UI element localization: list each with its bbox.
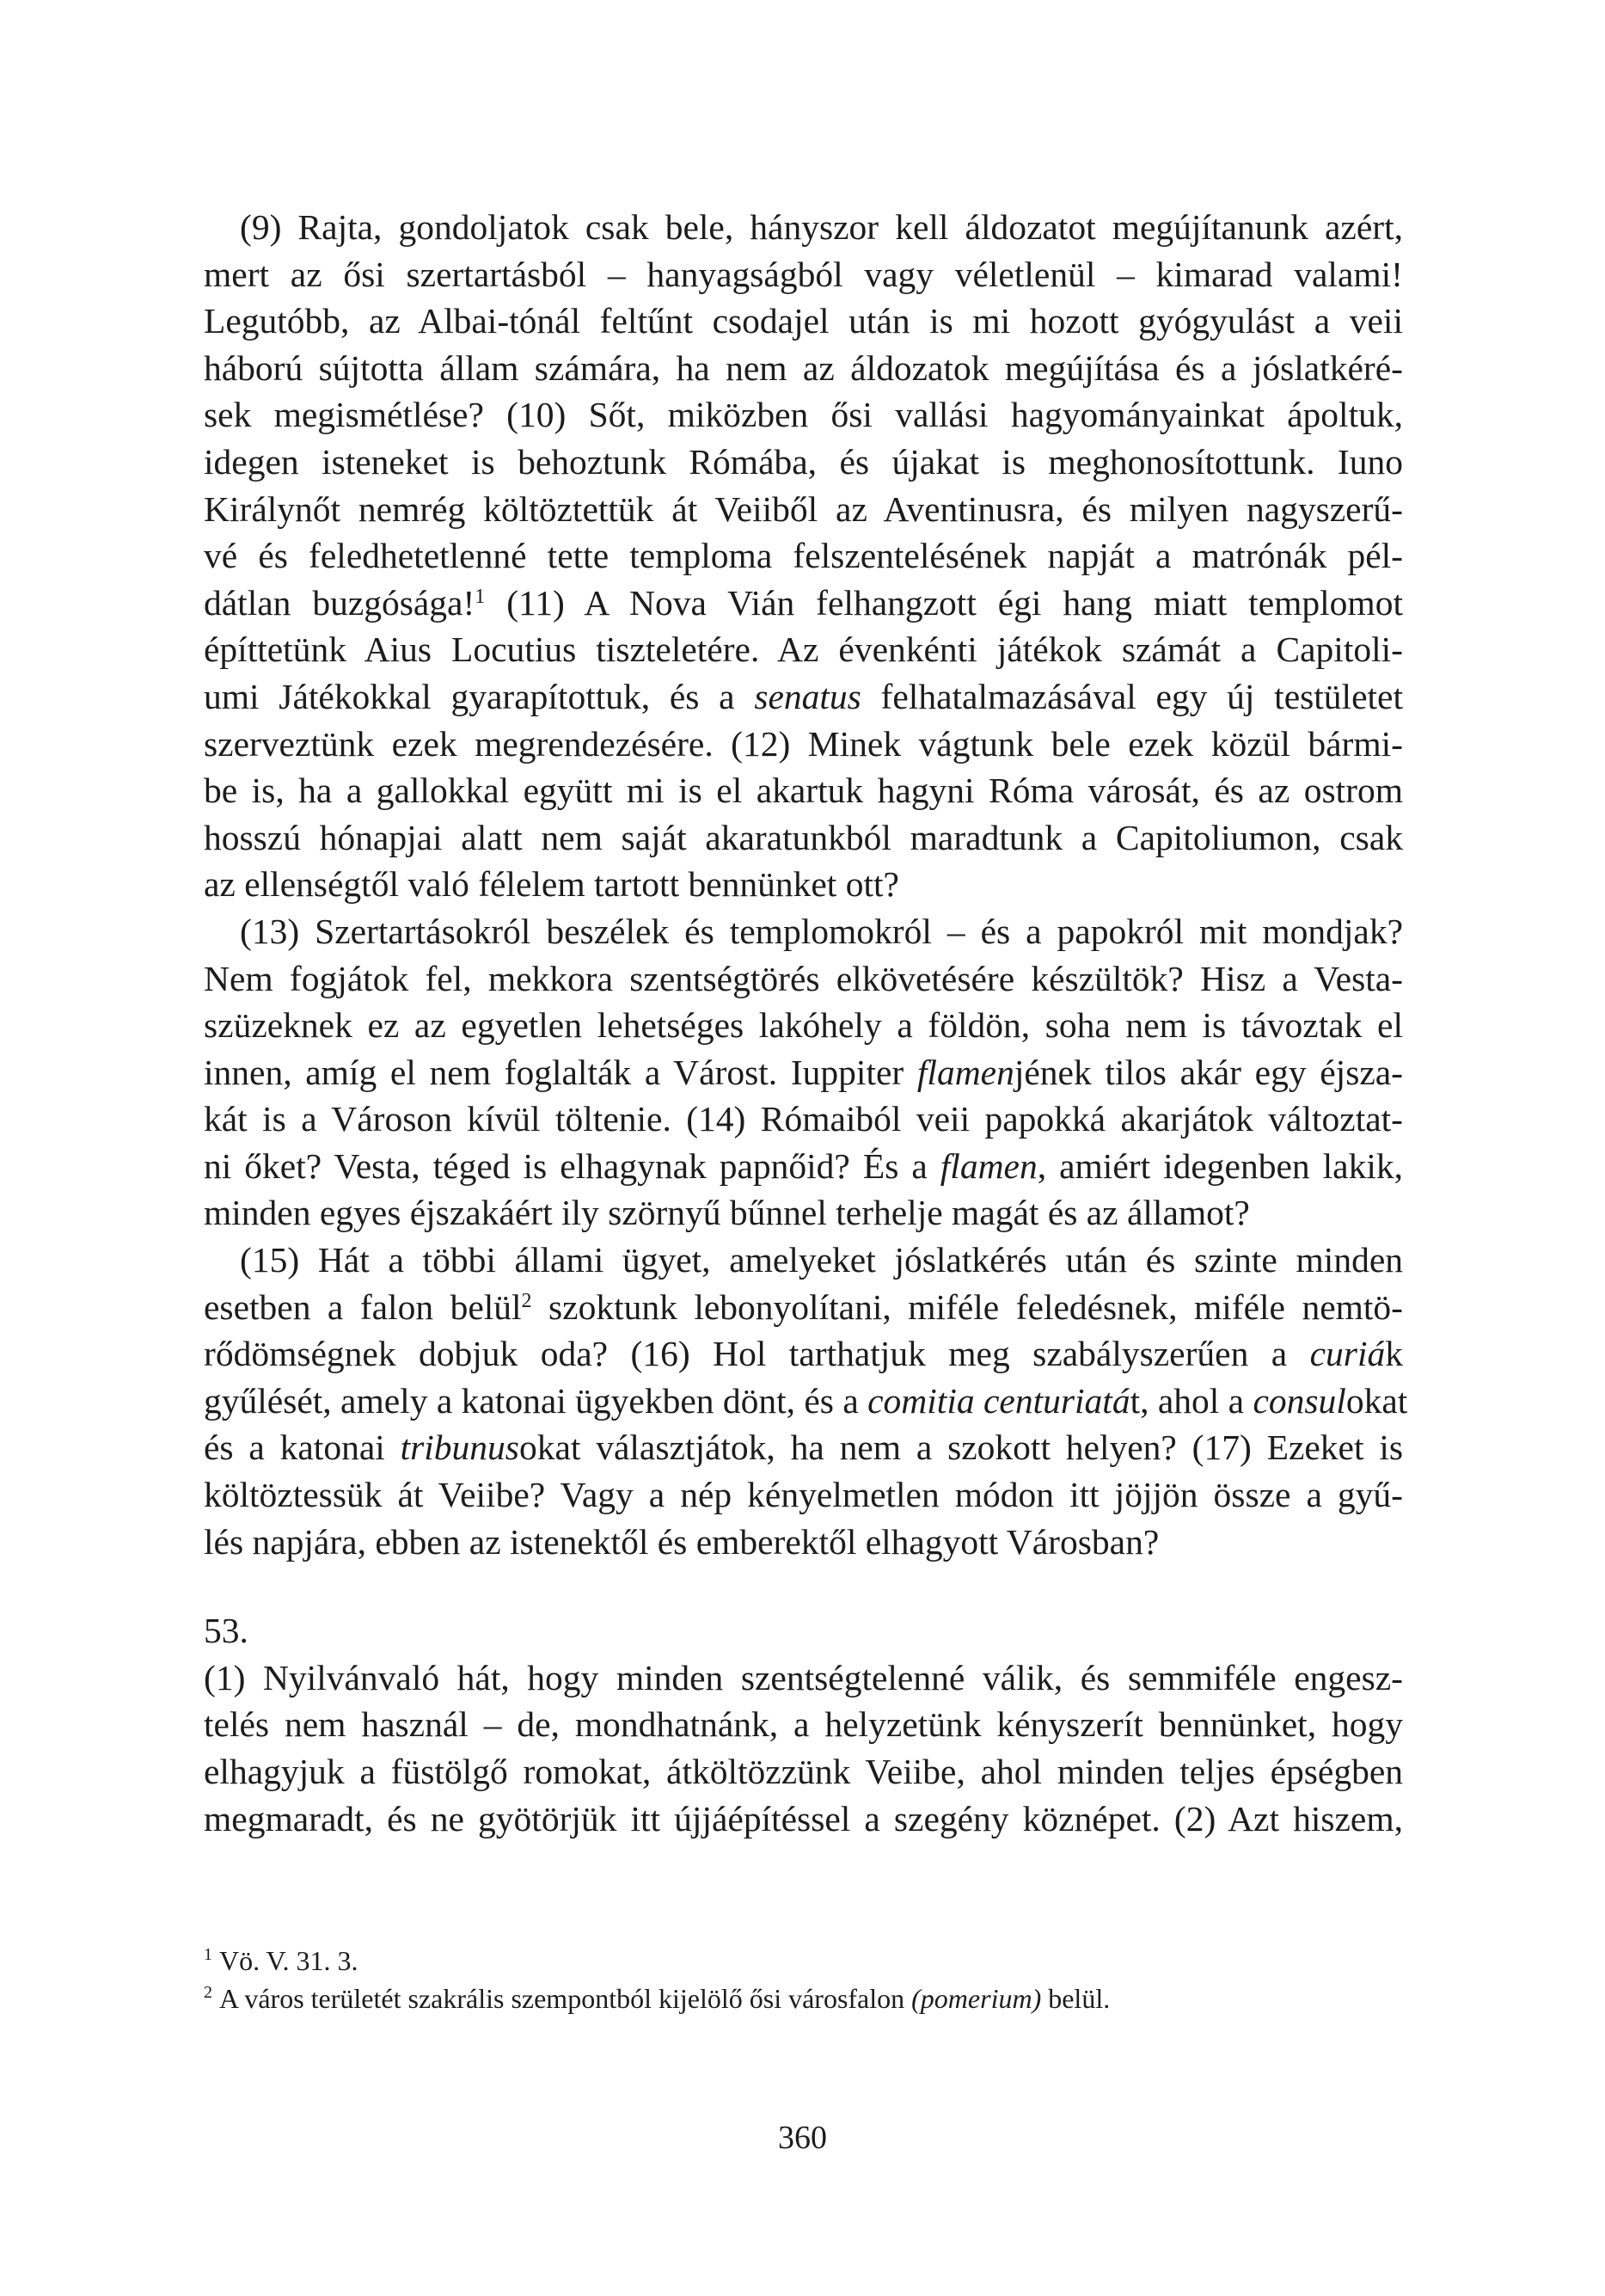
text-line: az ellenségtől való félelem tartott bennünket ott? bbox=[204, 864, 899, 905]
main-text bbox=[204, 204, 1408, 1842]
italic-term: flamen bbox=[916, 1052, 1014, 1092]
text-line: umi Játékokkal gyarapítottuk, és a senatus felhatalmazásával egy új testületet bbox=[204, 676, 1403, 716]
italic-term: flamen bbox=[940, 1145, 1038, 1186]
text-line: költöztessük át Veiibe? Vagy a nép kényelmetlen módon itt jöjjön össze a gyű- bbox=[204, 1475, 1403, 1515]
text-line: be is, ha a gallokkal együtt mi is el akartuk hagyni Róma városát, és az ostrom bbox=[204, 770, 1403, 811]
text-line: Királynőt nemrég költöztettük át Veiiből az Aventinusra, és milyen nagyszerű- bbox=[204, 488, 1403, 529]
text-line: Legutóbb, az Albai-tónál feltűnt csodajel után is mi hozott gyógyulást a veii bbox=[204, 301, 1403, 341]
section-gap bbox=[204, 1565, 1403, 1607]
italic-term: (pomerium) bbox=[911, 1983, 1042, 2014]
text-line: építtetünk Aius Locutius tiszteletére. Az évenkénti játékok számát a Capitoli- bbox=[204, 629, 1403, 670]
footnote-ref-2: 2 bbox=[521, 1289, 532, 1312]
text-line: szerveztünk ezek megrendezésére. (12) Minek vágtunk bele ezek közül bármi- bbox=[204, 723, 1403, 764]
text-line: Nem fogjátok fel, mekkora szentségtörés elkövetésére készültök? Hisz a Vesta- bbox=[204, 958, 1403, 998]
text-line: (9) Rajta, gondoljatok csak bele, hányszor kell áldozatot megújítanunk azért, bbox=[240, 207, 1403, 247]
footnotes bbox=[204, 1942, 1403, 2017]
footnote-2: $^2$ A város területét szakrális szempontból kijelölő ősi városfalon (pomerium) belül. bbox=[204, 1983, 1111, 2014]
text-line: sek megismétlése? (10) Sőt, miközben ősi vallási hagyományainkat ápoltuk, bbox=[204, 395, 1403, 435]
text-line: telés nem használ – de, mondhatnánk, a helyzetünk kényszerít bennünket, hogy bbox=[204, 1704, 1403, 1745]
text-line: gyűlését, amely a katonai ügyekben dönt, és a comitia centuriatát, ahol a consulokat bbox=[204, 1380, 1408, 1421]
italic-term: tribunus bbox=[400, 1427, 519, 1468]
text-line: mert az ősi szertartásból – hanyagságból vagy véletlenül – kimarad valami! bbox=[204, 254, 1403, 294]
text-line: hosszú hónapjai alatt nem saját akaratunkból maradtunk a Capitoliumon, csak bbox=[204, 817, 1403, 857]
section-heading: 53. bbox=[204, 1611, 248, 1651]
text-line: esetben a falon belül$^2$ szoktunk lebonyolítani, miféle feledésnek, miféle nemtö- bbox=[204, 1286, 1403, 1327]
text-line: idegen isteneket is behoztunk Rómába, és újakat is meghonosítottunk. Iuno bbox=[204, 441, 1403, 482]
text-line: lés napjára, ebben az istenektől és emberektől elhagyott Városban? bbox=[204, 1521, 1160, 1562]
text-line: vé és feledhetetlenné tette temploma felszentelésének napját a matrónák pél- bbox=[204, 536, 1403, 576]
text-line: megmaradt, és ne gyötörjük itt újjáépítéssel a szegény köznépet. (2) Azt hiszem, bbox=[204, 1798, 1403, 1839]
text-line: dátlan buzgósága!$^1$ (11) A Nova Vián felhangzott égi hang miatt templomot bbox=[204, 582, 1403, 623]
text-line: szüzeknek ez az egyetlen lehetséges lakóhely a földön, soha nem is távoztak el bbox=[204, 1005, 1403, 1046]
text-line: kát is a Városon kívül töltenie. (14) Rómaiból veii papokká akarjátok változtat- bbox=[204, 1099, 1403, 1139]
italic-term: curiá bbox=[1309, 1334, 1386, 1374]
text-line: (15) Hát a többi állami ügyet, amelyeket jóslatkérés után és szinte minden bbox=[240, 1240, 1403, 1280]
page-number: 360 bbox=[778, 2120, 827, 2156]
text-line: rődömségnek dobjuk oda? (16) Hol tarthatjuk meg szabályszerűen a curiák bbox=[204, 1334, 1403, 1374]
text-line: minden egyes éjszakáért ily szörnyű bűnnel terhelje magát és az államot? bbox=[204, 1193, 1250, 1233]
italic-term: senatus bbox=[754, 676, 861, 716]
italic-term: comitia centuriatá bbox=[867, 1380, 1130, 1421]
text-line: és a katonai tribunusokat választjátok, ha nem a szokott helyen? (17) Ezeket is bbox=[204, 1427, 1403, 1468]
footnote-1: $^1$ Vö. V. 31. 3. bbox=[204, 1945, 358, 1976]
text-line: (1) Nyilvánvaló hát, hogy minden szentségtelenné válik, és semmiféle engesz- bbox=[204, 1657, 1403, 1697]
italic-term: consul bbox=[1253, 1380, 1346, 1421]
text-line: elhagyjuk a füstölgő romokat, átköltözzünk Veiibe, ahol minden teljes épségben bbox=[204, 1752, 1403, 1791]
text-line: innen, amíg el nem foglalták a Várost. Iuppiter flamenjének tilos akár egy éjsza- bbox=[204, 1052, 1403, 1092]
text-line: (13) Szertartásokról beszélek és templomokról – és a papokról mit mondjak? bbox=[240, 911, 1403, 951]
footnote-ref-1: 1 bbox=[475, 585, 486, 608]
text-line: háború sújtotta állam számára, ha nem az áldozatok megújítása és a jóslatkéré- bbox=[204, 347, 1403, 388]
text-line: ni őket? Vesta, téged is elhagynak papnőid? És a flamen, amiért idegenben lakik, bbox=[204, 1145, 1403, 1186]
